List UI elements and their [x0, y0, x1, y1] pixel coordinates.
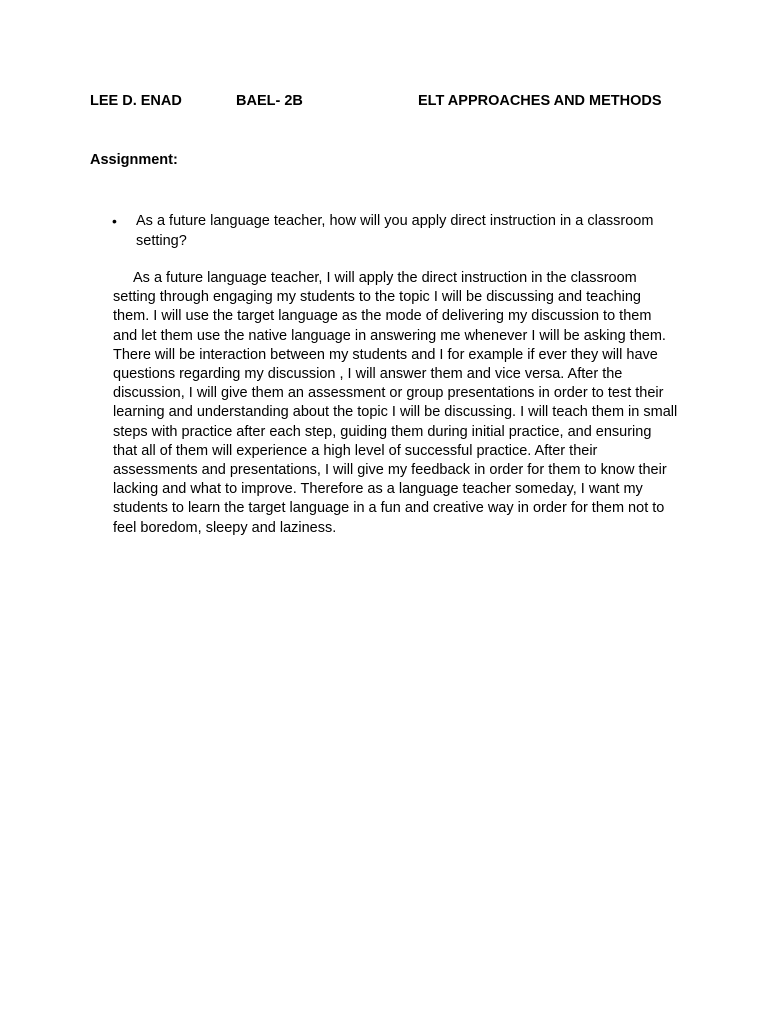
- answer-paragraph: As a future language teacher, I will apply the direct instruction in the classroom setting through engaging my students to the topic I will be discussing and teaching them. I will use the target language as the mode of delivering my discussion to them and let them use the native language in answering me whenever I will be asking them. There will be interaction between my students and I for example if ever they will have questions regarding my discussion , I will answer them and vice versa. After the discussion, I will give them an assessment or group presentations in order to test their learning and understanding about the topic I will be discussing. I will teach them in small steps with practice after each step, guiding them during initial practice, and ensuring that all of them will experience a high level of successful practice. After their assessments and presentations, I will give my feedback in order for them to know their lacking and what to improve. Therefore as a language teacher someday, I want my students to learn the target language in a fun and creative way in order for them not to feel boredom, sleepy and laziness.: [113, 270, 678, 536]
- question-text: As a future language teacher, how will you apply direct instruction in a classroom setting?: [136, 213, 654, 249]
- subject-title: ELT APPROACHES AND METHODS: [418, 93, 662, 109]
- student-name: LEE D. ENAD: [90, 93, 182, 109]
- assignment-heading: Assignment:: [90, 152, 178, 168]
- document-header: [0, 93, 768, 113]
- course-section: BAEL- 2B: [236, 93, 303, 109]
- bullet-icon: •: [112, 213, 117, 229]
